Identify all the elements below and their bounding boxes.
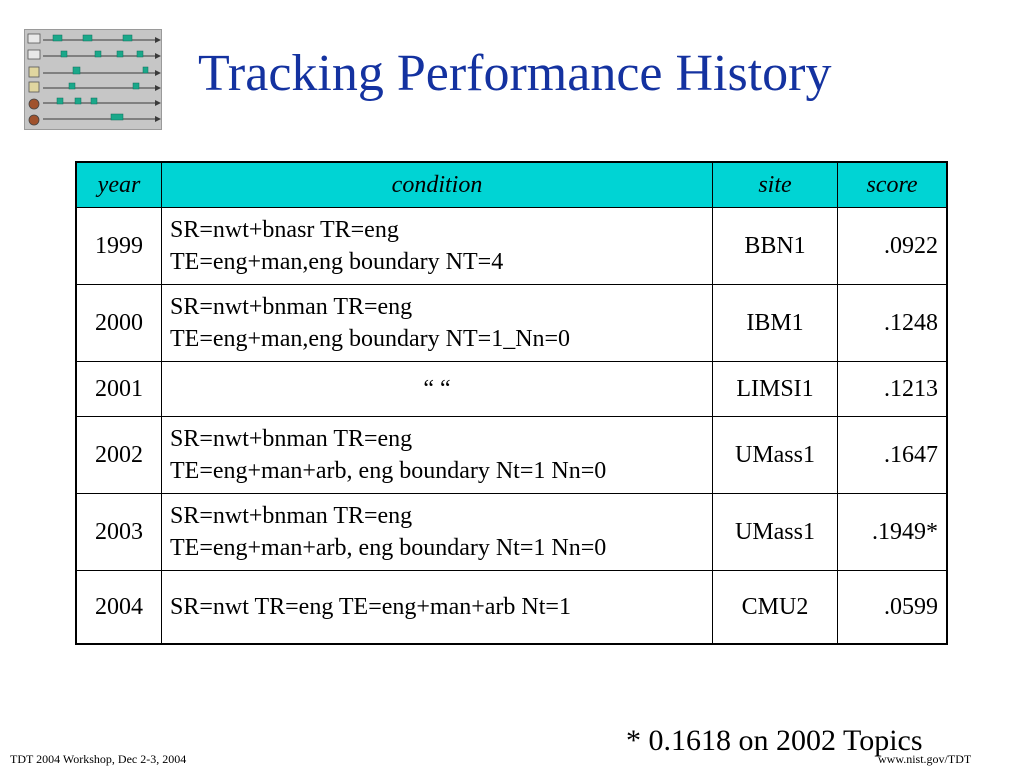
- condition-line: TE=eng+man,eng boundary NT=4: [170, 249, 504, 275]
- cell-score: .1949*: [838, 494, 948, 571]
- cell-year: 1999: [76, 208, 162, 285]
- cell-condition: [162, 285, 713, 362]
- condition-ditto: “ “: [423, 376, 451, 402]
- header-score: score: [838, 162, 948, 208]
- cell-year: 2003: [76, 494, 162, 571]
- table-row: [76, 494, 947, 571]
- footer-event: TDT 2004 Workshop, Dec 2-3, 2004: [10, 752, 187, 766]
- tdt-timeline-logo: [24, 29, 162, 130]
- table-header-row: [76, 162, 947, 208]
- condition-line: SR=nwt+bnasr TR=eng: [170, 217, 399, 243]
- footnote: * 0.1618 on 2002 Topics: [626, 724, 923, 757]
- cell-site: UMass1: [713, 417, 838, 494]
- cell-year: 2002: [76, 417, 162, 494]
- footer-url: www.nist.gov/TDT: [878, 752, 972, 766]
- cell-score: .0599: [838, 571, 948, 645]
- cell-year: 2001: [76, 362, 162, 417]
- cell-score: .1248: [838, 285, 948, 362]
- condition-line: TE=eng+man+arb, eng boundary Nt=1 Nn=0: [170, 458, 607, 484]
- cell-condition: [162, 494, 713, 571]
- performance-table: [75, 161, 948, 645]
- cell-site: IBM1: [713, 285, 838, 362]
- condition-line: TE=eng+man,eng boundary NT=1_Nn=0: [170, 326, 571, 352]
- cell-site: LIMSI1: [713, 362, 838, 417]
- table-row: [76, 208, 947, 285]
- condition-line: SR=nwt+bnman TR=eng: [170, 426, 413, 452]
- cell-score: .1213: [838, 362, 948, 417]
- cell-score: .0922: [838, 208, 948, 285]
- page-title: Tracking Performance History: [198, 45, 832, 102]
- cell-site: CMU2: [713, 571, 838, 645]
- table-row: [76, 285, 947, 362]
- cell-condition: [162, 417, 713, 494]
- condition-line: SR=nwt+bnman TR=eng: [170, 503, 413, 529]
- condition-line: TE=eng+man+arb, eng boundary Nt=1 Nn=0: [170, 535, 607, 561]
- table-row: [76, 362, 947, 417]
- cell-score: .1647: [838, 417, 948, 494]
- cell-year: 2004: [76, 571, 162, 645]
- table-row: [76, 417, 947, 494]
- condition-line: SR=nwt+bnman TR=eng: [170, 294, 413, 320]
- header-condition: condition: [162, 162, 713, 208]
- cell-condition: [162, 362, 713, 417]
- condition-line: SR=nwt TR=eng TE=eng+man+arb Nt=1: [170, 594, 571, 620]
- cell-site: UMass1: [713, 494, 838, 571]
- cell-site: BBN1: [713, 208, 838, 285]
- header-year: year: [76, 162, 162, 208]
- cell-year: 2000: [76, 285, 162, 362]
- cell-condition: [162, 571, 713, 645]
- header-site: site: [713, 162, 838, 208]
- table-row: [76, 571, 947, 645]
- cell-condition: [162, 208, 713, 285]
